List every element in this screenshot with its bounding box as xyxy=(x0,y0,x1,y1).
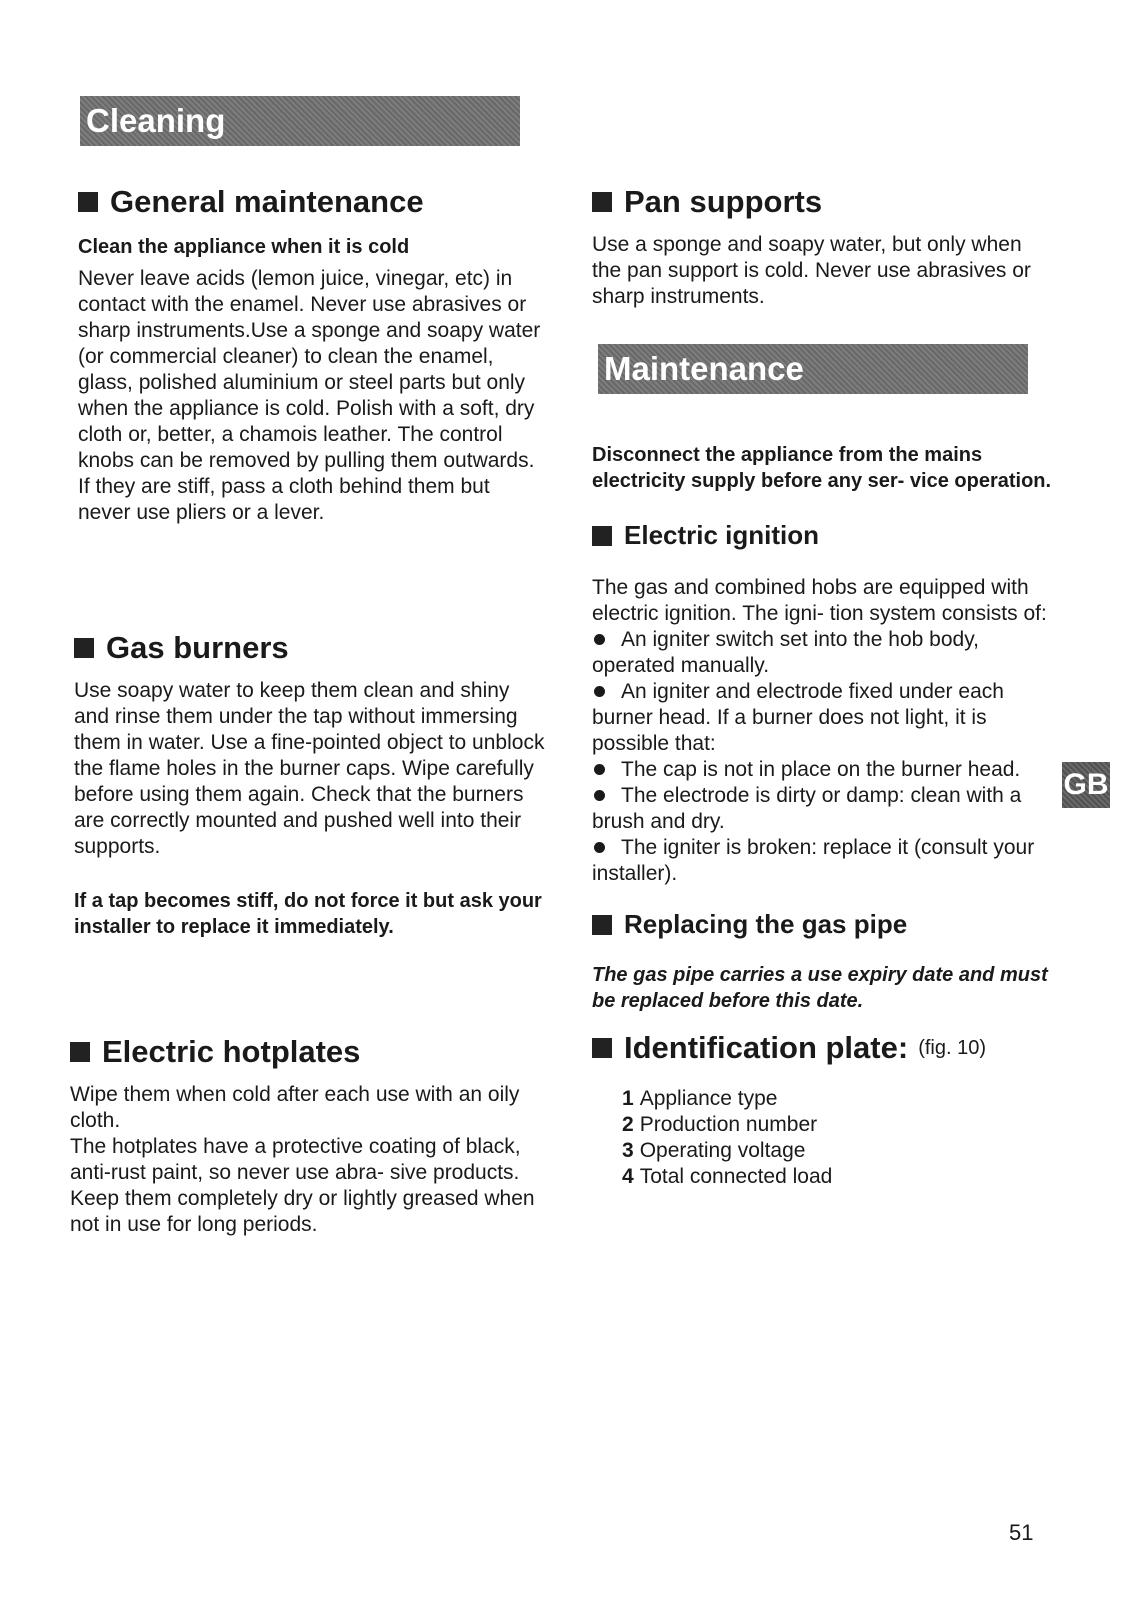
bullet-dot-icon xyxy=(594,764,605,775)
bullet-dot-icon xyxy=(594,634,605,645)
maintenance-section xyxy=(592,442,1052,1190)
general-maintenance-body: Never leave acids (lemon juice, vinegar, etc) in contact with the enamel. Never use abrasives or sharp instruments.Use a sponge and soapy water (or commercial cleaner) to clean the enamel, glass, polished aluminium or steel parts but only when the appliance is cold. Polish with a soft, dry cloth or, better, a chamois leather. The control knobs can be removed by pulling them outwards. xyxy=(78,267,541,472)
list-item: The electrode is dirty or damp: clean with a brush and dry. xyxy=(592,784,1022,833)
square-bullet-icon xyxy=(78,192,98,212)
left-column xyxy=(78,184,548,526)
replacing-gas-pipe-heading: Replacing the gas pipe xyxy=(592,909,1052,940)
replacing-gas-pipe-note: The gas pipe carries a use expiry date and must be replaced before this date. xyxy=(592,964,1048,1012)
maintenance-banner xyxy=(598,344,1028,394)
list-item: An igniter and electrode fixed under each burner head. If a burner does not light, it is possible that: xyxy=(592,680,1004,755)
square-bullet-icon xyxy=(592,526,612,546)
list-item: The igniter is broken: replace it (consult your installer). xyxy=(592,836,1035,885)
list-item: 4 Total connected load xyxy=(622,1165,833,1188)
electric-ignition-intro: The gas and combined hobs are equipped with electric ignition. The igni- tion system consists of: xyxy=(592,576,1047,625)
cleaning-banner-label: Cleaning xyxy=(86,102,226,139)
gas-burners-note: If a tap becomes stiff, do not force it but ask your installer to replace it immediately. xyxy=(74,890,542,938)
list-item: An igniter switch set into the hob body, operated manually. xyxy=(592,628,979,677)
square-bullet-icon xyxy=(592,915,612,935)
maintenance-note: Disconnect the appliance from the mains electricity supply before any ser- vice operation. xyxy=(592,444,1052,492)
square-bullet-icon xyxy=(592,1038,612,1058)
figure-reference: (fig. 10) xyxy=(918,1036,986,1059)
pan-supports-body: Use a sponge and soapy water, but only when the pan support is cold. Never use abrasives or sharp instruments. xyxy=(592,233,1031,308)
maintenance-banner-label: Maintenance xyxy=(604,350,804,387)
list-item: 2 Production number xyxy=(622,1113,818,1136)
cleaning-banner xyxy=(80,96,520,146)
electric-hotplates-section xyxy=(70,1034,548,1238)
pan-supports-section xyxy=(592,184,1052,310)
ignition-bullet-list xyxy=(592,627,1052,887)
square-bullet-icon xyxy=(592,192,612,212)
language-tab: GB xyxy=(1062,762,1110,808)
list-item: The cap is not in place on the burner head. xyxy=(592,757,1052,783)
electric-hotplates-body2: The hotplates have a protective coating of black, anti-rust paint, so never use abra- sive products. xyxy=(70,1135,521,1184)
identification-plate-heading: Identification plate: (fig. 10) xyxy=(592,1030,1052,1066)
list-item: 3 Operating voltage xyxy=(622,1139,806,1162)
bullet-dot-icon xyxy=(594,790,605,801)
general-maintenance-heading: General maintenance xyxy=(78,184,548,220)
bullet-dot-icon xyxy=(594,842,605,853)
bullet-dot-icon xyxy=(594,686,605,697)
gas-burners-body: Use soapy water to keep them clean and shiny and rinse them under the tap without immersing them in water. Use a fine-pointed object to unblock the flame holes in the burner caps. Wipe carefully before using them again. Check that the burners are correctly mounted and pushed well into their supports. xyxy=(74,679,545,858)
identification-plate-list xyxy=(622,1086,1052,1190)
electric-hotplates-body1: Wipe them when cold after each use with an oily cloth. xyxy=(70,1083,520,1132)
general-maintenance-subheading: Clean the appliance when it is cold xyxy=(78,236,410,258)
electric-ignition-heading: Electric ignition xyxy=(592,520,1052,551)
square-bullet-icon xyxy=(70,1042,90,1062)
gas-burners-heading: Gas burners xyxy=(74,630,548,666)
pan-supports-heading: Pan supports xyxy=(592,184,1052,220)
list-item: 1 Appliance type xyxy=(622,1087,778,1110)
electric-hotplates-heading: Electric hotplates xyxy=(70,1034,548,1070)
page-number: 51 xyxy=(1009,1520,1034,1545)
square-bullet-icon xyxy=(74,638,94,658)
gas-burners-section xyxy=(74,630,548,940)
electric-hotplates-body3: Keep them completely dry or lightly greased when not in use for long periods. xyxy=(70,1187,535,1236)
general-maintenance-body2: If they are stiff, pass a cloth behind them but never use pliers or a lever. xyxy=(78,475,490,524)
